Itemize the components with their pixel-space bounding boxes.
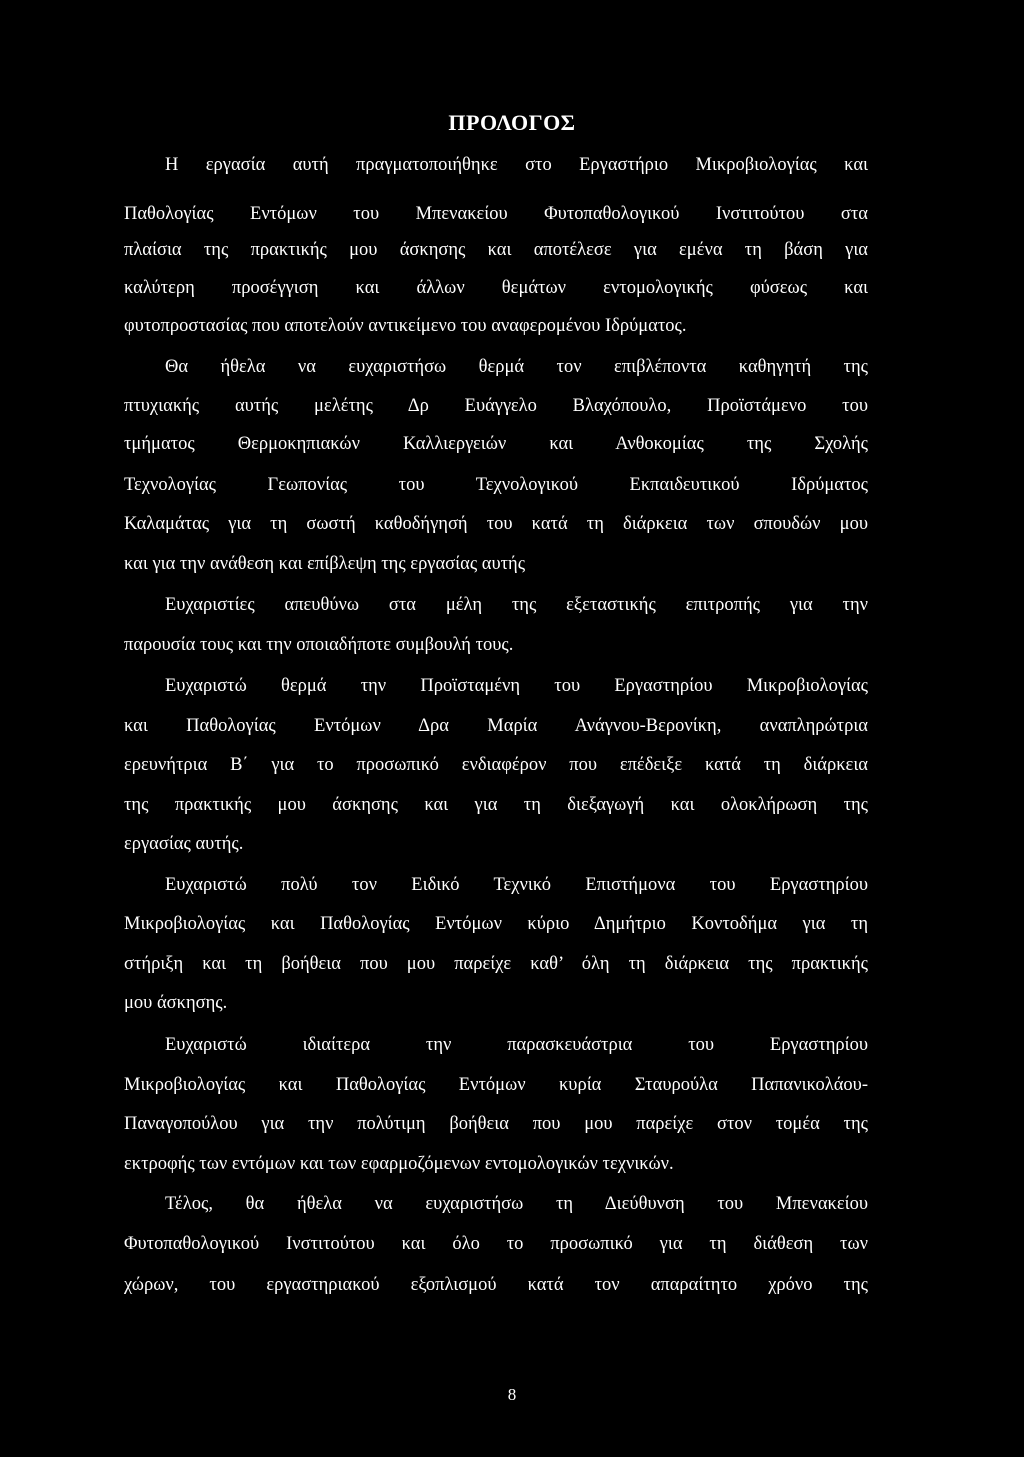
text-line: εργασίας αυτής.: [124, 834, 244, 854]
text-line: Καλαμάτας για τη σωστή καθοδήγησή του κατά τη διάρκεια των σπουδών μου: [124, 514, 868, 534]
text-line: Ευχαριστώ πολύ τον Ειδικό Τεχνικό Επιστήμονα του Εργαστηρίου: [165, 875, 868, 895]
text-line: μου άσκησης.: [124, 993, 228, 1013]
text-line: Ευχαριστώ ιδιαίτερα την παρασκευάστρια του Εργαστηρίου: [165, 1035, 868, 1055]
text-line: Παναγοπούλου για την πολύτιμη βοήθεια που μου παρείχε στον τομέα της: [124, 1114, 868, 1134]
document-title: ΠΡΟΛΟΓΟΣ: [448, 110, 576, 135]
text-line: και Παθολογίας Εντόμων Δρα Μαρία Ανάγνου-Βερονίκη, αναπληρώτρια: [124, 716, 868, 736]
text-line: χώρων, του εργαστηριακού εξοπλισμού κατά τον απαραίτητο χρόνο της: [124, 1275, 868, 1295]
text-line: Θα ήθελα να ευχαριστήσω θερμά τον επιβλέποντα καθηγητή της: [165, 357, 868, 377]
text-line: στήριξη και τη βοήθεια που μου παρείχε καθ’ όλη τη διάρκεια της πρακτικής: [124, 954, 868, 974]
page-number: 8: [507, 1385, 517, 1404]
text-line: εκτροφής των εντόμων και των εφαρμοζόμενων εντομολογικών τεχνικών.: [124, 1154, 674, 1174]
text-line: ερευνήτρια Β΄ για το προσωπικό ενδιαφέρον που επέδειξε κατά τη διάρκεια: [124, 755, 868, 775]
text-line: Φυτοπαθολογικού Ινστιτούτου και όλο το προσωπικό για τη διάθεση των: [124, 1234, 868, 1254]
text-line: της πρακτικής μου άσκησης και για τη διεξαγωγή και ολοκλήρωση της: [124, 795, 868, 815]
text-line: πλαίσια της πρακτικής μου άσκησης και αποτέλεσε για εμένα τη βάση για: [124, 240, 868, 260]
text-line: Ευχαριστώ θερμά την Προϊσταμένη του Εργαστηρίου Μικροβιολογίας: [165, 676, 868, 696]
text-line: Τέλος, θα ήθελα να ευχαριστήσω τη Διεύθυνση του Μπενακείου: [165, 1194, 868, 1214]
text-line: Η εργασία αυτή πραγματοποιήθηκε στο Εργαστήριο Μικροβιολογίας και: [165, 155, 868, 175]
text-line: και για την ανάθεση και επίβλεψη της εργασίας αυτής: [124, 554, 526, 574]
text-line: παρουσία τους και την οποιαδήποτε συμβουλή τους.: [124, 635, 514, 655]
text-line: τμήματος Θερμοκηπιακών Καλλιεργειών και Ανθοκομίας της Σχολής: [124, 434, 868, 454]
text-line: Μικροβιολογίας και Παθολογίας Εντόμων κυρία Σταυρούλα Παπανικολάου-: [124, 1075, 868, 1095]
text-line: καλύτερη προσέγγιση και άλλων θεμάτων εντομολογικής φύσεως και: [124, 278, 868, 298]
text-line: πτυχιακής αυτής μελέτης Δρ Ευάγγελο Βλαχόπουλο, Προϊστάμενο του: [124, 396, 868, 416]
text-line: Μικροβιολογίας και Παθολογίας Εντόμων κύριο Δημήτριο Κοντοδήμα για τη: [124, 914, 868, 934]
text-line: Ευχαριστίες απευθύνω στα μέλη της εξεταστικής επιτροπής για την: [165, 595, 868, 615]
text-line: Τεχνολογίας Γεωπονίας του Τεχνολογικού Εκπαιδευτικού Ιδρύματος: [124, 475, 868, 495]
text-line: Παθολογίας Εντόμων του Μπενακείου Φυτοπαθολογικού Ινστιτούτου στα: [124, 204, 868, 224]
text-line: φυτοπροστασίας που αποτελούν αντικείμενο του αναφερομένου Ιδρύματος.: [124, 316, 687, 336]
